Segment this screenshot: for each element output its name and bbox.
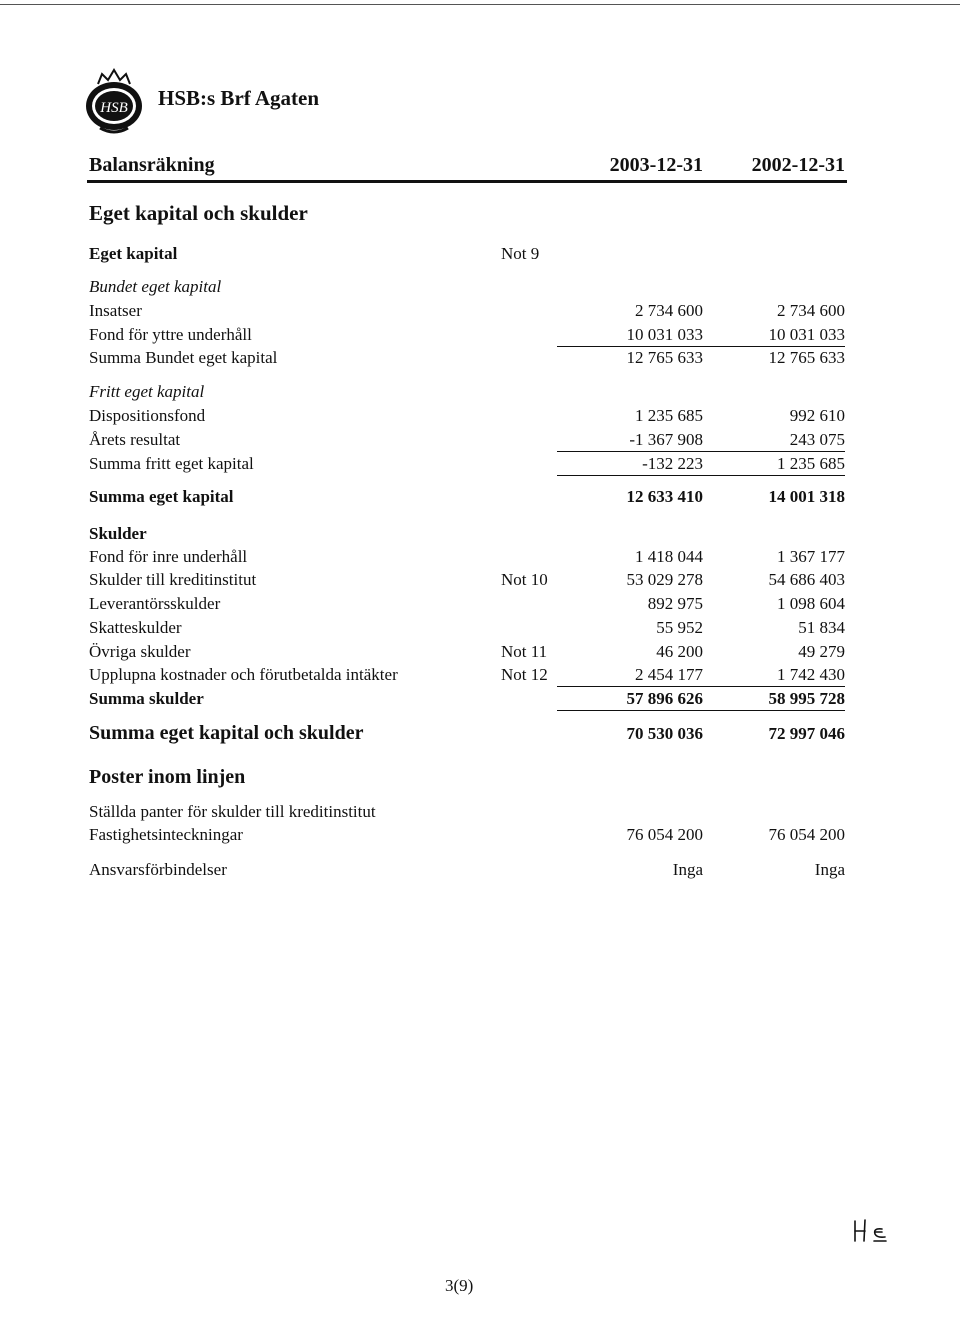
value-2003: 53 029 278 [626, 570, 703, 589]
statement-title: Balansräkning [89, 154, 215, 176]
table-row [0, 547, 960, 571]
value-2002: 54 686 403 [768, 570, 845, 589]
value-2002: 1 098 604 [777, 594, 845, 613]
table-row [0, 618, 960, 642]
table-row [0, 325, 960, 349]
column-header-2003: 2003-12-31 [609, 154, 703, 176]
value-2002: 243 075 [700, 430, 845, 452]
value-2003: 12 633 410 [626, 487, 703, 506]
row-label: Poster inom linjen [89, 766, 246, 788]
row-label: Leverantörsskulder [89, 594, 221, 613]
value-2002: 10 031 033 [700, 325, 845, 347]
row-label: Skulder [89, 524, 147, 543]
value-2002: 72 997 046 [768, 724, 845, 743]
row-label: Skatteskulder [89, 618, 182, 637]
row-label: Övriga skulder [89, 642, 191, 661]
table-row [0, 244, 960, 268]
row-note: Not 10 [501, 570, 548, 589]
table-row [0, 430, 960, 454]
value-2002: 992 610 [789, 406, 845, 425]
column-header-2002: 2002-12-31 [751, 154, 845, 176]
value-2003: 2 454 177 [557, 665, 703, 687]
table-row [0, 348, 960, 372]
svg-text:HSB: HSB [100, 100, 128, 116]
value-2003: 70 530 036 [626, 724, 703, 743]
row-label: Summa eget kapital [89, 487, 234, 506]
row-note: Not 11 [501, 642, 548, 661]
table-row [0, 766, 960, 794]
row-label: Upplupna kostnader och förutbetalda intäkter [89, 665, 398, 684]
row-label: Summa fritt eget kapital [89, 454, 254, 473]
table-row [0, 524, 960, 548]
table-row [0, 382, 960, 406]
value-2002: 2 734 600 [777, 301, 845, 320]
row-label: Fritt eget kapital [89, 382, 205, 401]
value-2003: 57 896 626 [557, 689, 703, 711]
row-label: Ställda panter för skulder till kreditinstitut [89, 802, 376, 821]
value-2002: 1 235 685 [700, 454, 845, 476]
table-row [0, 570, 960, 594]
value-2003: Inga [672, 860, 703, 879]
row-label: Fond för yttre underhåll [89, 325, 252, 344]
value-2002: 49 279 [798, 642, 845, 661]
value-2003: 892 975 [647, 594, 703, 613]
table-row [0, 277, 960, 301]
value-2002: 58 995 728 [700, 689, 845, 711]
value-2003: 1 418 044 [635, 547, 703, 566]
row-label: Skulder till kreditinstitut [89, 570, 257, 589]
page-number: 3(9) [445, 1276, 474, 1295]
row-label: Insatser [89, 301, 142, 320]
row-label: Årets resultat [89, 430, 181, 449]
row-label: Summa skulder [89, 689, 204, 708]
value-2002: 76 054 200 [768, 825, 845, 844]
table-row [0, 301, 960, 325]
organization-name: HSB:s Brf Agaten [158, 86, 320, 110]
table-row [0, 825, 960, 849]
row-note: Not 9 [501, 244, 540, 263]
value-2003: 46 200 [656, 642, 703, 661]
table-row [0, 594, 960, 618]
table-row [0, 665, 960, 689]
value-2003: 10 031 033 [557, 325, 703, 347]
table-row [0, 487, 960, 511]
table-row [0, 406, 960, 430]
row-note: Not 12 [501, 665, 548, 684]
value-2003: 76 054 200 [626, 825, 703, 844]
row-label: Summa Bundet eget kapital [89, 348, 278, 367]
scan-top-border [0, 4, 960, 5]
row-label: Fastighetsinteckningar [89, 825, 243, 844]
hsb-logo-icon [78, 64, 150, 136]
value-2003: 12 765 633 [626, 348, 703, 367]
table-row [0, 454, 960, 478]
row-label: Summa eget kapital och skulder [89, 722, 364, 744]
value-2003: 2 734 600 [635, 301, 703, 320]
table-row [0, 860, 960, 884]
value-2003: -1 367 908 [557, 430, 703, 452]
value-2002: 1 742 430 [700, 665, 845, 687]
value-2002: 14 001 318 [768, 487, 845, 506]
value-2002: 1 367 177 [777, 547, 845, 566]
row-label: Eget kapital [89, 244, 178, 263]
row-label: Bundet eget kapital [89, 277, 222, 296]
row-label: Dispositionsfond [89, 406, 206, 425]
value-2002: 51 834 [798, 618, 845, 637]
section-title: Eget kapital och skulder [89, 201, 308, 225]
table-row [0, 802, 960, 826]
row-label: Ansvarsförbindelser [89, 860, 227, 879]
table-row [0, 722, 960, 750]
table-row [0, 689, 960, 713]
value-2003: 1 235 685 [635, 406, 703, 425]
value-2002: 12 765 633 [768, 348, 845, 367]
handwritten-signature-icon [852, 1217, 896, 1245]
header-rule [87, 180, 847, 183]
value-2003: 55 952 [656, 618, 703, 637]
row-label: Fond för inre underhåll [89, 547, 248, 566]
value-2003: -132 223 [557, 454, 703, 476]
value-2002: Inga [814, 860, 845, 879]
table-row [0, 642, 960, 666]
